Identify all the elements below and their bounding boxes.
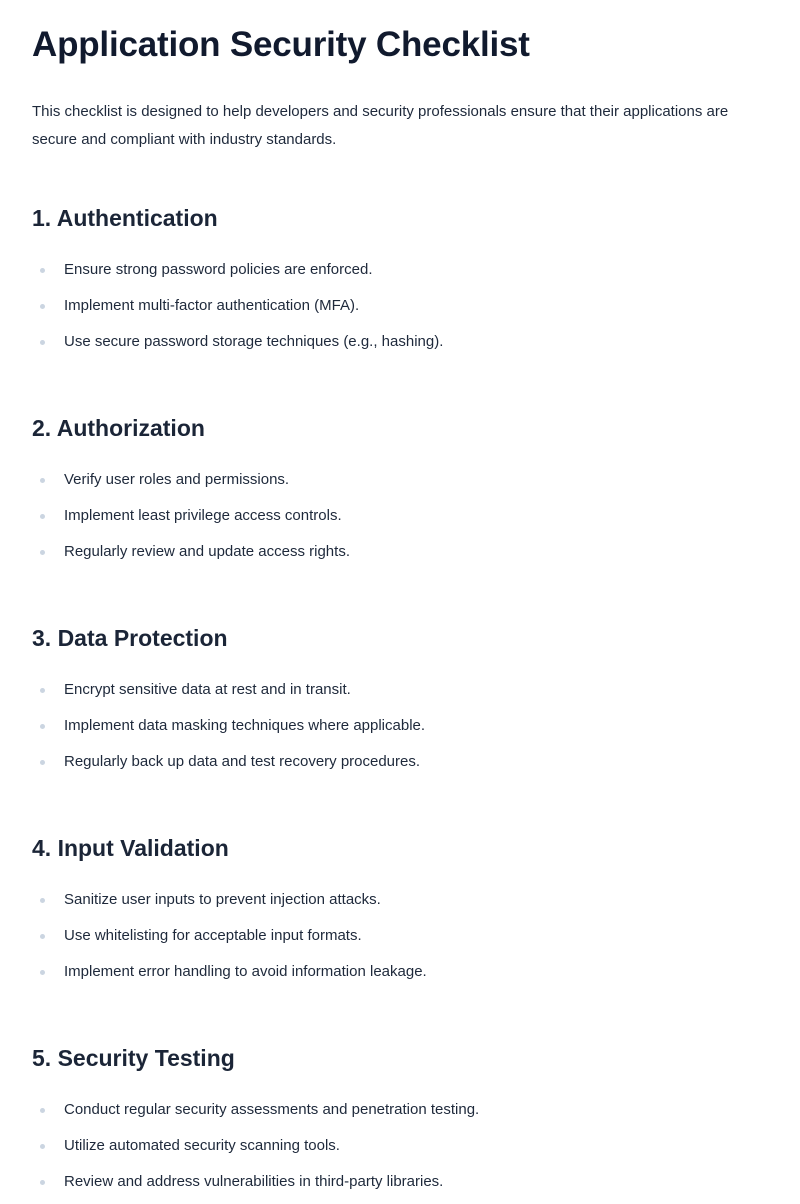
section-heading: 4. Input Validation	[32, 835, 229, 861]
checklist	[32, 256, 768, 364]
list-item	[32, 328, 768, 364]
bullet-icon	[40, 760, 45, 765]
checklist	[32, 676, 768, 784]
bullet-icon	[40, 1180, 45, 1185]
intro-paragraph: This checklist is designed to help developers and security professionals ensure that their applications are secure and compliant with industry standards.	[32, 103, 729, 148]
section-heading: 5. Security Testing	[32, 1045, 235, 1071]
list-item-text: Use whitelisting for acceptable input formats.	[64, 927, 362, 944]
list-item-text: Implement least privilege access controls.	[64, 507, 342, 524]
list-item	[32, 712, 768, 748]
list-item	[32, 676, 768, 712]
list-item	[32, 886, 768, 922]
bullet-icon	[40, 934, 45, 939]
page-title: Application Security Checklist	[32, 25, 530, 64]
list-item-text: Implement multi-factor authentication (MFA).	[64, 297, 360, 314]
bullet-icon	[40, 1144, 45, 1149]
section-data-protection	[32, 622, 768, 784]
list-item-text: Implement error handling to avoid information leakage.	[64, 963, 427, 980]
list-item	[32, 922, 768, 958]
section-heading: 1. Authentication	[32, 205, 218, 231]
bullet-icon	[40, 304, 45, 309]
bullet-icon	[40, 724, 45, 729]
bullet-icon	[40, 688, 45, 693]
list-item	[32, 1132, 768, 1168]
bullet-icon	[40, 340, 45, 345]
bullet-icon	[40, 898, 45, 903]
bullet-icon	[40, 514, 45, 519]
list-item-text: Regularly back up data and test recovery procedures.	[64, 753, 421, 770]
list-item-text: Verify user roles and permissions.	[64, 471, 290, 488]
list-item	[32, 1168, 768, 1204]
bullet-icon	[40, 970, 45, 975]
list-item-text: Use secure password storage techniques (e.g., hashing).	[64, 333, 444, 350]
list-item	[32, 292, 768, 328]
list-item	[32, 256, 768, 292]
list-item	[32, 958, 768, 994]
list-item-text: Conduct regular security assessments and penetration testing.	[64, 1101, 480, 1118]
list-item-text: Utilize automated security scanning tools.	[64, 1137, 340, 1154]
bullet-icon	[40, 1108, 45, 1113]
list-item	[32, 538, 768, 574]
bullet-icon	[40, 478, 45, 483]
list-item	[32, 466, 768, 502]
section-authentication	[32, 202, 768, 364]
list-item-text: Ensure strong password policies are enforced.	[64, 261, 373, 278]
list-item	[32, 748, 768, 784]
section-input-validation	[32, 832, 768, 994]
checklist	[32, 886, 768, 994]
list-item	[32, 502, 768, 538]
section-authorization	[32, 412, 768, 574]
list-item-text: Regularly review and update access rights.	[64, 543, 350, 560]
list-item-text: Implement data masking techniques where applicable.	[64, 717, 426, 734]
checklist	[32, 466, 768, 574]
checklist	[32, 1096, 768, 1204]
section-heading: 3. Data Protection	[32, 625, 228, 651]
bullet-icon	[40, 550, 45, 555]
list-item-text: Review and address vulnerabilities in third-party libraries.	[64, 1173, 444, 1190]
section-security-testing	[32, 1042, 768, 1204]
section-heading: 2. Authorization	[32, 415, 205, 441]
list-item	[32, 1096, 768, 1132]
list-item-text: Sanitize user inputs to prevent injection attacks.	[64, 891, 381, 908]
list-item-text: Encrypt sensitive data at rest and in transit.	[64, 681, 351, 698]
bullet-icon	[40, 268, 45, 273]
